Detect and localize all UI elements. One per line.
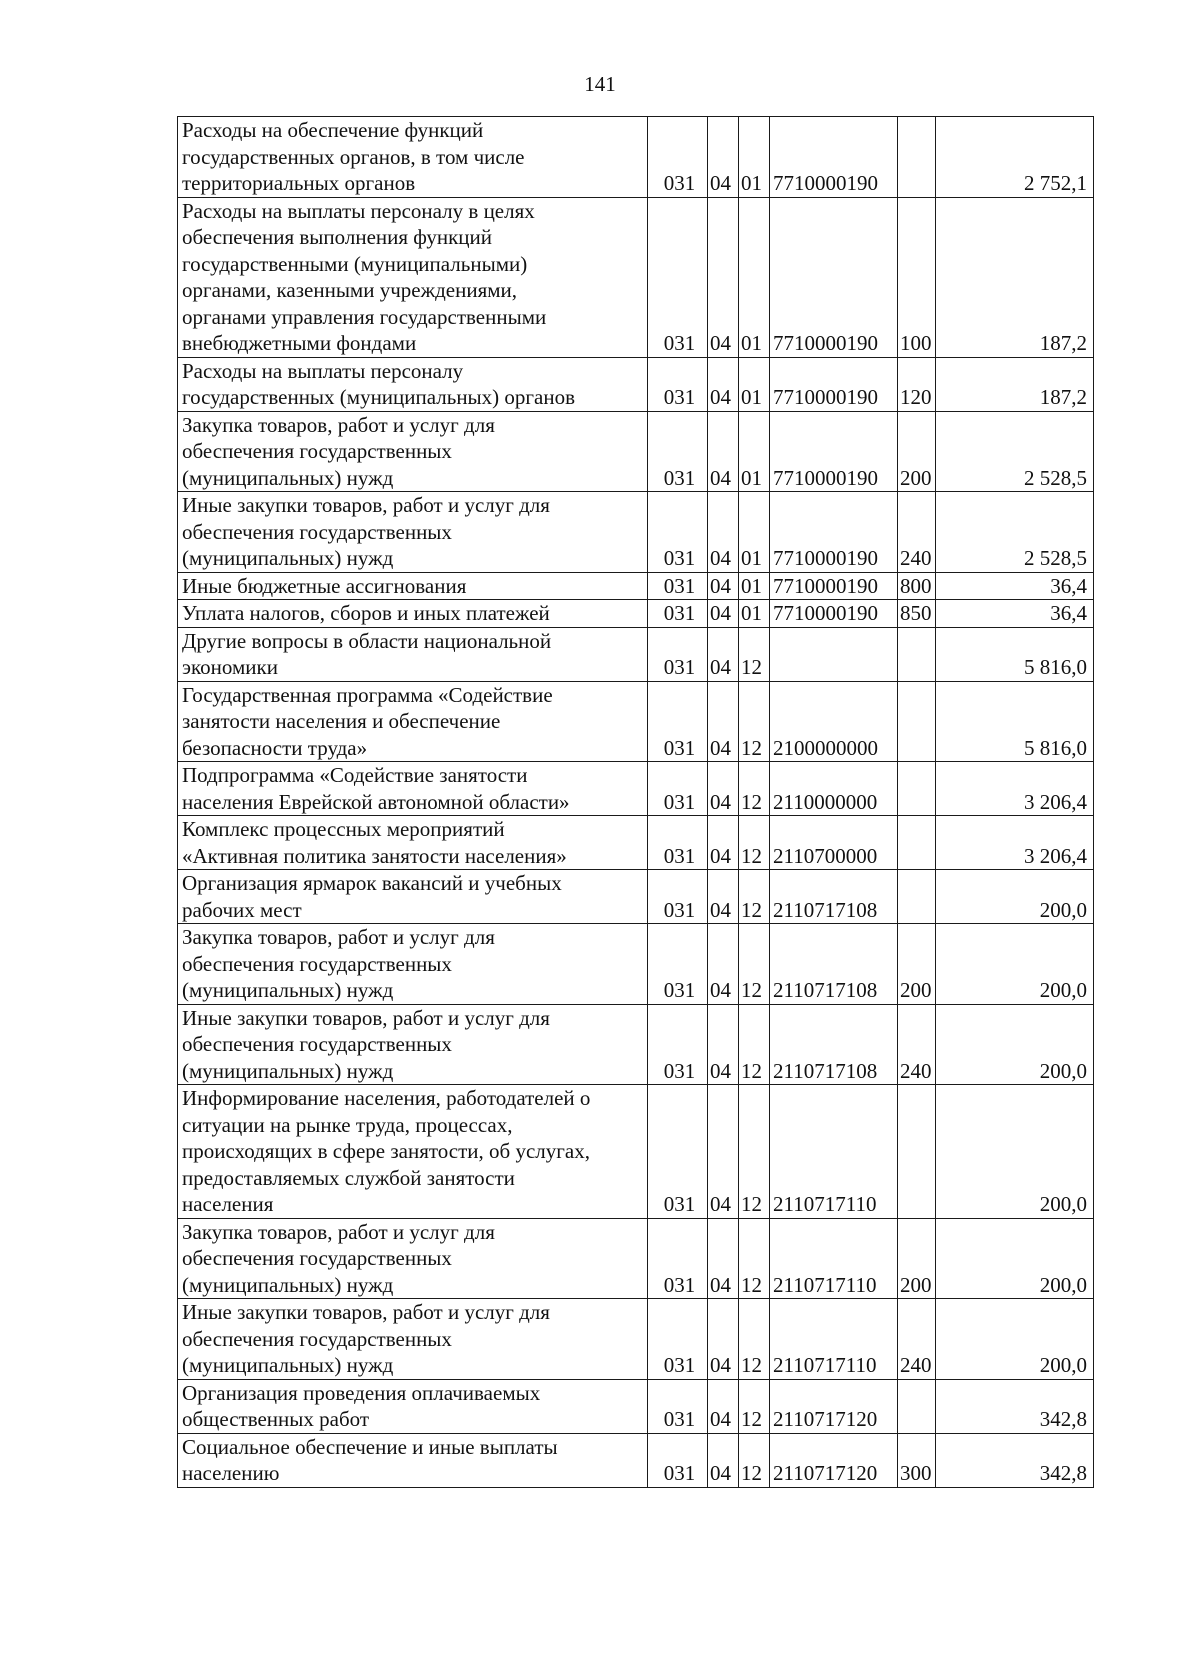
table-row — [178, 870, 1094, 924]
row-vr-cell: 300 — [898, 1433, 936, 1487]
table-row — [178, 924, 1094, 1005]
row-name-cell: Расходы на выплаты персоналу государственных (муниципальных) органов — [178, 357, 648, 411]
row-sum-cell: 200,0 — [936, 1299, 1094, 1380]
row-vr-cell: 100 — [898, 197, 936, 357]
row-rz-cell: 04 — [708, 572, 739, 600]
table-row — [178, 1433, 1094, 1487]
row-gr-cell: 031 — [648, 1004, 708, 1085]
row-sum-cell: 200,0 — [936, 1004, 1094, 1085]
row-pr-cell: 12 — [739, 762, 770, 816]
row-cs-cell: 2110717120 — [770, 1433, 898, 1487]
table-row — [178, 357, 1094, 411]
row-rz-cell: 04 — [708, 357, 739, 411]
row-name-cell: Подпрограмма «Содействие занятости населения Еврейской автономной области» — [178, 762, 648, 816]
row-cs-cell: 2110717108 — [770, 1004, 898, 1085]
table-row — [178, 1085, 1094, 1219]
row-gr-cell: 031 — [648, 816, 708, 870]
row-vr-cell — [898, 762, 936, 816]
row-name-cell: Комплекс процессных мероприятий «Активная политика занятости населения» — [178, 816, 648, 870]
row-name-cell: Информирование населения, работодателей о ситуации на рынке труда, процессах, происходящих в сфере занятости, об услугах, предоставляемых службой занятости населения — [178, 1085, 648, 1219]
row-pr-cell: 12 — [739, 870, 770, 924]
row-vr-cell: 200 — [898, 924, 936, 1005]
row-name-cell: Закупка товаров, работ и услуг для обеспечения государственных (муниципальных) нужд — [178, 924, 648, 1005]
row-sum-cell: 3 206,4 — [936, 762, 1094, 816]
row-cs-cell: 7710000190 — [770, 197, 898, 357]
row-name-cell: Другие вопросы в области национальной экономики — [178, 627, 648, 681]
row-rz-cell: 04 — [708, 1218, 739, 1299]
row-gr-cell: 031 — [648, 627, 708, 681]
table-row — [178, 197, 1094, 357]
row-vr-cell — [898, 117, 936, 198]
budget-table — [177, 116, 1094, 1488]
table-row — [178, 1218, 1094, 1299]
row-sum-cell: 187,2 — [936, 357, 1094, 411]
row-vr-cell: 240 — [898, 492, 936, 573]
row-cs-cell: 2100000000 — [770, 681, 898, 762]
row-vr-cell — [898, 1379, 936, 1433]
row-gr-cell: 031 — [648, 924, 708, 1005]
row-name-cell: Закупка товаров, работ и услуг для обеспечения государственных (муниципальных) нужд — [178, 1218, 648, 1299]
row-cs-cell: 2110717110 — [770, 1299, 898, 1380]
row-vr-cell: 240 — [898, 1299, 936, 1380]
row-name-cell: Иные закупки товаров, работ и услуг для обеспечения государственных (муниципальных) нужд — [178, 1299, 648, 1380]
row-gr-cell: 031 — [648, 197, 708, 357]
row-rz-cell: 04 — [708, 1433, 739, 1487]
row-rz-cell: 04 — [708, 1379, 739, 1433]
row-cs-cell: 2110700000 — [770, 816, 898, 870]
row-rz-cell: 04 — [708, 681, 739, 762]
table-row — [178, 1004, 1094, 1085]
row-cs-cell: 2110717108 — [770, 870, 898, 924]
row-cs-cell — [770, 627, 898, 681]
row-gr-cell: 031 — [648, 1433, 708, 1487]
row-name-cell: Иные бюджетные ассигнования — [178, 572, 648, 600]
row-cs-cell: 2110717110 — [770, 1085, 898, 1219]
row-vr-cell: 850 — [898, 600, 936, 628]
row-rz-cell: 04 — [708, 816, 739, 870]
row-sum-cell: 36,4 — [936, 572, 1094, 600]
row-pr-cell: 01 — [739, 600, 770, 628]
row-name-cell: Иные закупки товаров, работ и услуг для обеспечения государственных (муниципальных) нужд — [178, 492, 648, 573]
row-cs-cell: 2110717120 — [770, 1379, 898, 1433]
row-cs-cell: 7710000190 — [770, 492, 898, 573]
row-vr-cell: 800 — [898, 572, 936, 600]
row-vr-cell — [898, 627, 936, 681]
row-pr-cell: 01 — [739, 411, 770, 492]
table-body — [178, 117, 1094, 1488]
row-gr-cell: 031 — [648, 117, 708, 198]
row-vr-cell: 200 — [898, 411, 936, 492]
row-gr-cell: 031 — [648, 1085, 708, 1219]
row-cs-cell: 7710000190 — [770, 572, 898, 600]
row-name-cell: Уплата налогов, сборов и иных платежей — [178, 600, 648, 628]
row-cs-cell: 7710000190 — [770, 411, 898, 492]
row-vr-cell — [898, 681, 936, 762]
row-pr-cell: 12 — [739, 1085, 770, 1219]
row-gr-cell: 031 — [648, 492, 708, 573]
table-row — [178, 411, 1094, 492]
row-rz-cell: 04 — [708, 1004, 739, 1085]
row-sum-cell: 36,4 — [936, 600, 1094, 628]
row-sum-cell: 200,0 — [936, 870, 1094, 924]
row-pr-cell: 01 — [739, 357, 770, 411]
row-pr-cell: 12 — [739, 1433, 770, 1487]
row-vr-cell — [898, 816, 936, 870]
row-name-cell: Закупка товаров, работ и услуг для обеспечения государственных (муниципальных) нужд — [178, 411, 648, 492]
row-rz-cell: 04 — [708, 762, 739, 816]
row-vr-cell — [898, 1085, 936, 1219]
row-sum-cell: 342,8 — [936, 1379, 1094, 1433]
row-gr-cell: 031 — [648, 681, 708, 762]
row-rz-cell: 04 — [708, 1299, 739, 1380]
row-sum-cell: 200,0 — [936, 1085, 1094, 1219]
table-row — [178, 627, 1094, 681]
row-pr-cell: 12 — [739, 1218, 770, 1299]
row-rz-cell: 04 — [708, 411, 739, 492]
row-pr-cell: 01 — [739, 572, 770, 600]
row-pr-cell: 12 — [739, 627, 770, 681]
row-cs-cell: 7710000190 — [770, 117, 898, 198]
row-pr-cell: 01 — [739, 117, 770, 198]
table-row — [178, 117, 1094, 198]
table-row — [178, 816, 1094, 870]
row-rz-cell: 04 — [708, 600, 739, 628]
row-rz-cell: 04 — [708, 924, 739, 1005]
row-pr-cell: 12 — [739, 681, 770, 762]
row-pr-cell: 12 — [739, 924, 770, 1005]
table-row — [178, 762, 1094, 816]
row-cs-cell: 7710000190 — [770, 600, 898, 628]
table-row — [178, 681, 1094, 762]
row-pr-cell: 12 — [739, 1379, 770, 1433]
table-row — [178, 1379, 1094, 1433]
row-gr-cell: 031 — [648, 411, 708, 492]
row-pr-cell: 12 — [739, 1299, 770, 1380]
row-pr-cell: 12 — [739, 1004, 770, 1085]
row-sum-cell: 2 528,5 — [936, 492, 1094, 573]
row-vr-cell — [898, 870, 936, 924]
row-vr-cell: 200 — [898, 1218, 936, 1299]
row-name-cell: Государственная программа «Содействие занятости населения и обеспечение безопасности труда» — [178, 681, 648, 762]
row-name-cell: Расходы на выплаты персоналу в целях обеспечения выполнения функций государственными (муниципальными) органами, казенными учреждениями, органами управления государственными внебюджетными фондами — [178, 197, 648, 357]
row-sum-cell: 187,2 — [936, 197, 1094, 357]
row-gr-cell: 031 — [648, 870, 708, 924]
row-name-cell: Организация ярмарок вакансий и учебных рабочих мест — [178, 870, 648, 924]
row-rz-cell: 04 — [708, 117, 739, 198]
row-gr-cell: 031 — [648, 1379, 708, 1433]
row-cs-cell: 2110000000 — [770, 762, 898, 816]
table-row — [178, 1299, 1094, 1380]
row-sum-cell: 2 528,5 — [936, 411, 1094, 492]
row-sum-cell: 200,0 — [936, 924, 1094, 1005]
row-name-cell: Расходы на обеспечение функций государственных органов, в том числе территориальных органов — [178, 117, 648, 198]
row-rz-cell: 04 — [708, 627, 739, 681]
row-gr-cell: 031 — [648, 762, 708, 816]
row-sum-cell: 2 752,1 — [936, 117, 1094, 198]
row-gr-cell: 031 — [648, 572, 708, 600]
page-number: 141 — [584, 72, 616, 96]
row-rz-cell: 04 — [708, 197, 739, 357]
row-cs-cell: 7710000190 — [770, 357, 898, 411]
row-sum-cell: 5 816,0 — [936, 627, 1094, 681]
row-vr-cell: 120 — [898, 357, 936, 411]
row-sum-cell: 200,0 — [936, 1218, 1094, 1299]
row-name-cell: Иные закупки товаров, работ и услуг для обеспечения государственных (муниципальных) нужд — [178, 1004, 648, 1085]
row-vr-cell: 240 — [898, 1004, 936, 1085]
row-name-cell: Организация проведения оплачиваемых общественных работ — [178, 1379, 648, 1433]
row-cs-cell: 2110717108 — [770, 924, 898, 1005]
row-pr-cell: 01 — [739, 492, 770, 573]
row-rz-cell: 04 — [708, 492, 739, 573]
row-rz-cell: 04 — [708, 870, 739, 924]
row-sum-cell: 342,8 — [936, 1433, 1094, 1487]
row-gr-cell: 031 — [648, 357, 708, 411]
row-gr-cell: 031 — [648, 600, 708, 628]
table-row — [178, 572, 1094, 600]
row-name-cell: Социальное обеспечение и иные выплаты населению — [178, 1433, 648, 1487]
row-sum-cell: 5 816,0 — [936, 681, 1094, 762]
table-row — [178, 600, 1094, 628]
row-pr-cell: 12 — [739, 816, 770, 870]
row-pr-cell: 01 — [739, 197, 770, 357]
row-sum-cell: 3 206,4 — [936, 816, 1094, 870]
row-cs-cell: 2110717110 — [770, 1218, 898, 1299]
row-gr-cell: 031 — [648, 1218, 708, 1299]
table-row — [178, 492, 1094, 573]
row-rz-cell: 04 — [708, 1085, 739, 1219]
row-gr-cell: 031 — [648, 1299, 708, 1380]
